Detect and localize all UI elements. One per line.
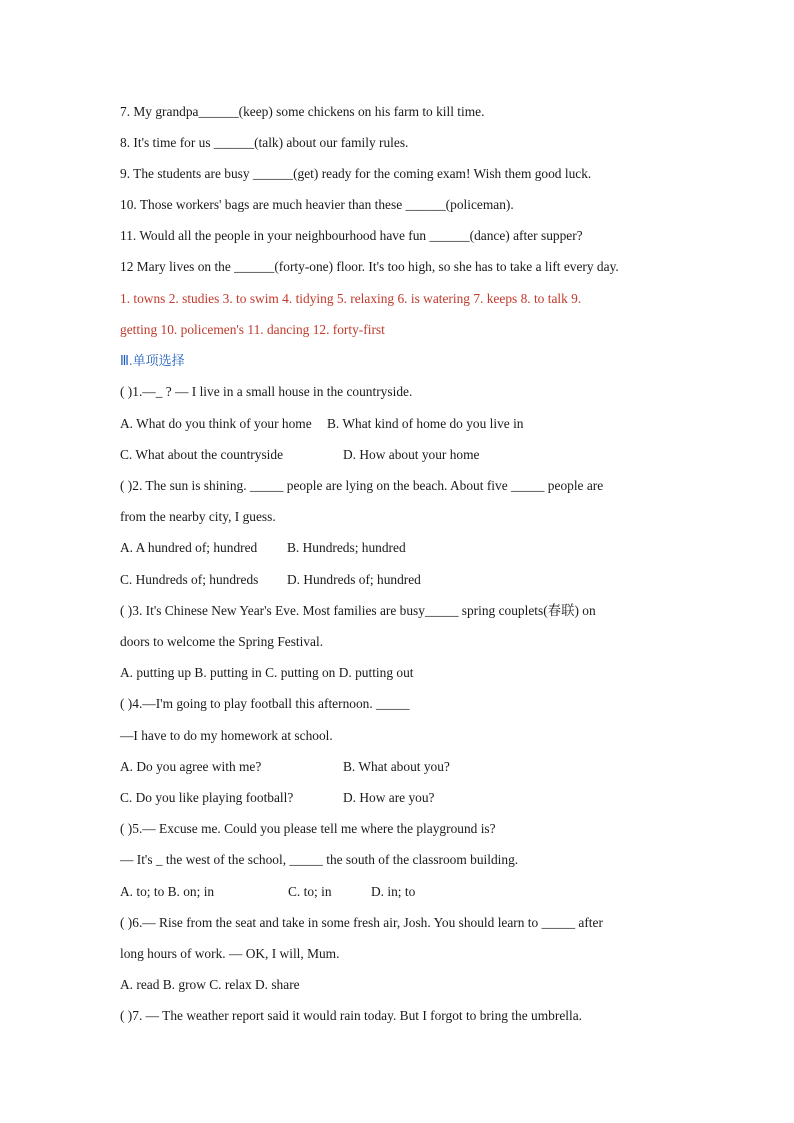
section-heading-multiple-choice: Ⅲ.单项选择 [120,353,185,368]
question-2-option-a: A. A hundred of; hundred [120,540,258,555]
question-6-stem-line-1: ( )6.— Rise from the seat and take in some fresh air, Josh. You should learn to _____ after [120,915,603,930]
question-4-option-c: C. Do you like playing football? [120,790,294,805]
fill-in-item-10: 10. Those workers' bags are much heavier than these ______(policeman). [120,197,514,212]
question-4-stem-line-2: —I have to do my homework at school. [120,728,333,743]
question-4-stem-line-1: ( )4.—I'm going to play football this afternoon. _____ [120,696,410,711]
question-3-stem-line-1: ( )3. It's Chinese New Year's Eve. Most families are busy_____ spring couplets(春联) on [120,603,596,618]
question-1-option-d: D. How about your home [343,447,480,462]
question-5-option-a-b: A. to; to B. on; in [120,884,215,899]
question-1-stem: ( )1.—_ ? — I live in a small house in the countryside. [120,384,413,399]
question-3-options: A. putting up B. putting in C. putting on D. putting out [120,665,414,680]
question-2-stem-line-1: ( )2. The sun is shining. _____ people are lying on the beach. About five _____ people are [120,478,604,493]
question-2-option-b: B. Hundreds; hundred [287,540,406,555]
question-5-stem-line-1: ( )5.— Excuse me. Could you please tell me where the playground is? [120,821,496,836]
question-4-option-a: A. Do you agree with me? [120,759,262,774]
question-3-stem-line-2: doors to welcome the Spring Festival. [120,634,324,649]
question-2-option-c: C. Hundreds of; hundreds [120,572,259,587]
question-2-stem-line-2: from the nearby city, I guess. [120,509,276,524]
question-5-stem-line-2: — It's _ the west of the school, _____ the south of the classroom building. [120,852,519,867]
question-1-option-a: A. What do you think of your home [120,416,312,431]
question-1-option-b: B. What kind of home do you live in [327,416,524,431]
fill-in-item-9: 9. The students are busy ______(get) ready for the coming exam! Wish them good luck. [120,166,592,181]
fill-in-item-12: 12 Mary lives on the ______(forty-one) floor. It's too high, so she has to take a lift every day. [120,259,619,274]
question-4-option-b: B. What about you? [343,759,450,774]
question-5-option-d: D. in; to [371,884,416,899]
fill-in-item-11: 11. Would all the people in your neighbourhood have fun ______(dance) after supper? [120,228,583,243]
answer-key-line-2: getting 10. policemen's 11. dancing 12. forty-first [120,322,385,337]
answer-key-line-1: 1. towns 2. studies 3. to swim 4. tidying 5. relaxing 6. is watering 7. keeps 8. to talk 9. [120,291,582,306]
question-1-option-c: C. What about the countryside [120,447,284,462]
question-7-stem-line-1: ( )7. — The weather report said it would rain today. But I forgot to bring the umbrella. [120,1008,582,1023]
question-5-option-c: C. to; in [288,884,332,899]
question-6-stem-line-2: long hours of work. — OK, I will, Mum. [120,946,340,961]
fill-in-item-8: 8. It's time for us ______(talk) about our family rules. [120,135,409,150]
question-2-option-d: D. Hundreds of; hundred [287,572,421,587]
question-4-option-d: D. How are you? [343,790,435,805]
fill-in-item-7: 7. My grandpa______(keep) some chickens on his farm to kill time. [120,104,485,119]
question-6-options: A. read B. grow C. relax D. share [120,977,300,992]
